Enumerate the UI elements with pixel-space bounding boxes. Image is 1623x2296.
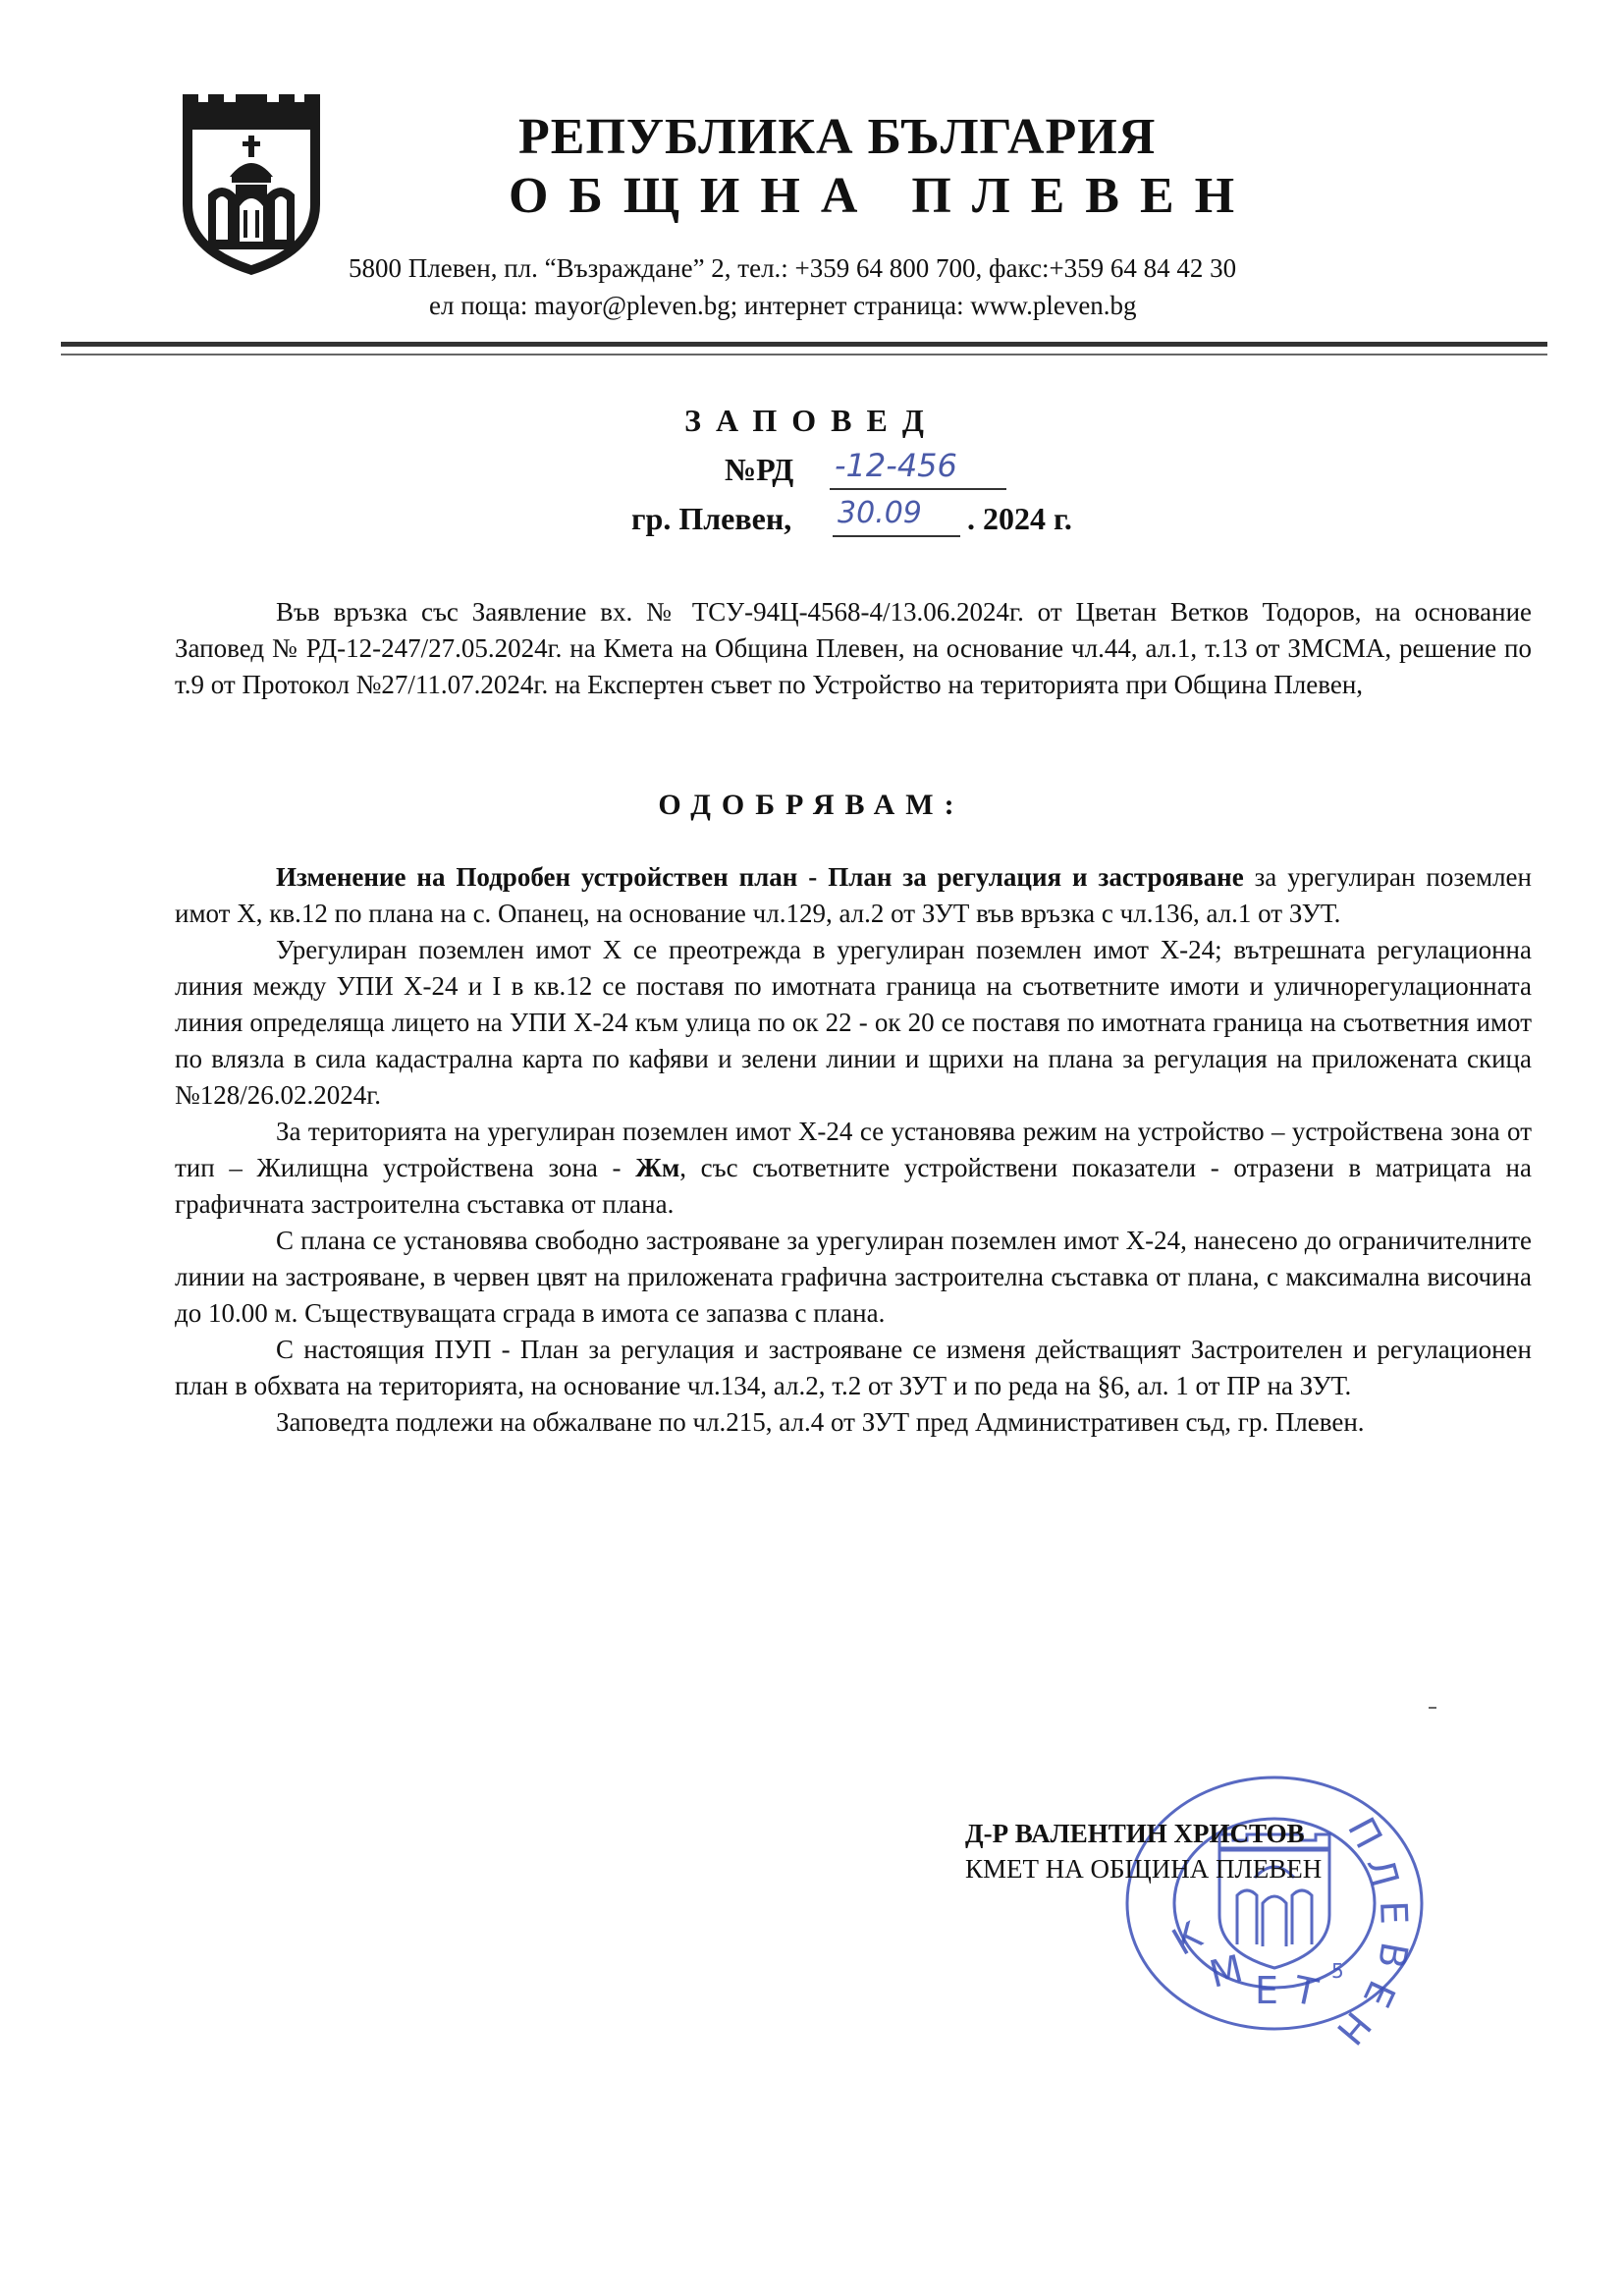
- body-paragraph-1: [175, 859, 1532, 932]
- intro-text: Във връзка със Заявление вх. № ТСУ-94Ц-4568-4/13.06.2024г. от Цветан Ветков Тодоров, на основание Заповед № РД-12-247/27.05.2024г. на Кмета на Община Плевен, на основание чл.44, ал.1, т.13 от ЗМСМА, решение по т.9 от Протокол №27/11.07.2024г. на Експертен съвет по Устройство на територията при Община Плевен,: [175, 597, 1532, 699]
- plan-change-title: Изменение на Подробен устройствен план - План за регулация и застрояване: [276, 862, 1244, 892]
- approve-heading: ОДОБРЯВАМ:: [658, 789, 965, 821]
- body-paragraph-6: Заповедта подлежи на обжалване по чл.215, ал.4 от ЗУТ пред Административен съд, гр. Плевен.: [276, 1407, 1365, 1437]
- plan-change-text: за урегулиран поземлен имот Х, кв.12 по плана на с. Опанец, на основание чл.129, ал.2 от ЗУТ във връзка с чл.136, ал.1 от ЗУТ.: [175, 862, 1532, 928]
- svg-text:Е: Е: [1255, 1969, 1279, 2012]
- svg-text:П: П: [1339, 1810, 1391, 1856]
- handwritten-order-number: -12-456: [835, 447, 957, 484]
- email-web-line: ел поща: mayor@pleven.bg; интернет страница: www.pleven.bg: [429, 291, 1137, 320]
- address-contact-line: 5800 Плевен, пл. “Възраждане” 2, тел.: +359 64 800 700, факс:+359 64 84 42 30: [349, 253, 1237, 283]
- body-paragraph-4: С плана се установява свободно застрояване за урегулиран поземлен имот Х-24, нанесено до ограничителните линии на застрояване, в червен цвят на приложената графична застроителна съставка от плана, с максимална височина до 10.00 м. Съществуващата сграда в имота се запазва с плана.: [175, 1226, 1532, 1328]
- handwritten-order-date: 30.09: [838, 496, 922, 530]
- official-stamp: [1109, 1768, 1434, 2052]
- scan-mark: [1429, 1707, 1436, 1709]
- order-title: ЗАПОВЕД: [684, 403, 939, 438]
- intro-paragraph: [175, 594, 1532, 703]
- header-divider-thin: [61, 354, 1547, 355]
- header-divider-thick: [61, 342, 1547, 347]
- zone-code: Жм: [635, 1153, 680, 1182]
- signatory-role: КМЕТ НА ОБЩИНА ПЛЕВЕН: [965, 1854, 1323, 1884]
- order-place-label: гр. Плевен,: [631, 501, 792, 536]
- svg-text:В: В: [1369, 1939, 1417, 1972]
- order-number-label: №РД: [725, 452, 794, 487]
- republic-heading: РЕПУБЛИКА БЪЛГАРИЯ: [518, 109, 1157, 165]
- zone-text-b: , със съответните устройствени показатели - отразени в матрицата на графичната застроителна съставка от плана.: [175, 1153, 1532, 1219]
- body-paragraph-2: Урегулиран поземлен имот Х се преотрежда в урегулиран поземлен имот Х-24; вътрешната регулационна линия между УПИ Х-24 и I в кв.12 се поставя по имотната граница на съответните имоти и уличнорегулационната линия определяща лицето на УПИ Х-24 към улица по ок 22 - ок 20 се поставя по имотната граница на съответния имот по влязла в сила кадастрална карта по кафяви и зелени линии и щрихи на плана за регулация на приложената скица №128/26.02.2024г.: [175, 935, 1532, 1110]
- order-number-underline: [830, 488, 1006, 490]
- body-paragraph-5: С настоящия ПУП - План за регулация и застрояване се изменя действащият Застроителен и регулационен план в обхвата на територията, на основание чл.134, ал.2, т.2 от ЗУТ и по реда на §6, ал. 1 от ПР на ЗУТ.: [175, 1335, 1532, 1400]
- svg-text:К: К: [1164, 1913, 1210, 1964]
- body-paragraph-3: [175, 1114, 1532, 1223]
- municipality-heading: ОБЩИНА ПЛЕВЕН: [509, 168, 1256, 224]
- svg-text:М: М: [1205, 1946, 1247, 1996]
- order-body: [175, 859, 1532, 1441]
- svg-text:5: 5: [1331, 1959, 1344, 1983]
- svg-text:Л: Л: [1358, 1852, 1408, 1891]
- svg-text:Е: Е: [1372, 1899, 1416, 1926]
- svg-text:Н: Н: [1327, 2003, 1380, 2052]
- order-date-underline: [833, 535, 960, 537]
- svg-text:Е: Е: [1354, 1974, 1404, 2014]
- signatory-name: Д-Р ВАЛЕНТИН ХРИСТОВ: [965, 1819, 1305, 1848]
- zone-text-a: За територията на урегулиран поземлен имот Х-24 се установява режим на устройство – устройствена зона от тип – Жилищна устройствена зона -: [175, 1117, 1532, 1182]
- order-year: . 2024 г.: [967, 501, 1072, 536]
- pleven-coat-of-arms-logo: [175, 86, 328, 279]
- svg-text:Т: Т: [1290, 1967, 1322, 2015]
